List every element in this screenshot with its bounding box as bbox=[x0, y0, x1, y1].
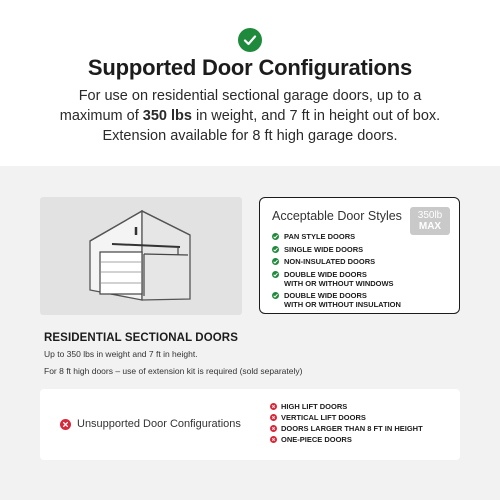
x-icon bbox=[270, 403, 277, 410]
x-icon bbox=[270, 425, 277, 432]
header-section bbox=[0, 0, 500, 166]
check-icon bbox=[272, 258, 279, 265]
list-item bbox=[270, 413, 455, 422]
x-icon bbox=[270, 414, 277, 421]
list-item-label: DOUBLE WIDE DOORS bbox=[284, 291, 367, 300]
garage-illustration bbox=[40, 197, 242, 315]
list-item bbox=[272, 270, 457, 288]
list-item-label: SINGLE WIDE DOORS bbox=[284, 244, 364, 254]
styles-card-title: Acceptable Door Styles bbox=[272, 209, 402, 223]
max-weight-badge bbox=[410, 207, 450, 235]
residential-title: RESIDENTIAL SECTIONAL DOORS bbox=[44, 332, 238, 344]
residential-desc-1: Up to 350 lbs in weight and 7 ft in height. bbox=[44, 349, 198, 359]
list-item-label: PAN STYLE DOORS bbox=[284, 232, 356, 241]
list-item-sublabel: WITH OR WITHOUT INSULATION bbox=[284, 300, 401, 309]
check-icon bbox=[272, 271, 279, 278]
page-title: Supported Door Configurations bbox=[87, 55, 413, 80]
list-item bbox=[270, 424, 455, 433]
unsupported-label: Unsupported Door Configurations bbox=[77, 418, 241, 430]
list-item-sublabel: WITH OR WITHOUT WINDOWS bbox=[284, 278, 394, 288]
list-item bbox=[270, 435, 455, 444]
unsupported-list bbox=[270, 402, 455, 446]
list-item bbox=[272, 232, 457, 241]
list-item bbox=[270, 402, 455, 411]
acceptable-door-styles-card bbox=[259, 197, 460, 314]
list-item-label: DOUBLE WIDE DOORS bbox=[284, 269, 367, 279]
list-item-label: HIGH LIFT DOORS bbox=[281, 402, 348, 411]
styles-list bbox=[272, 232, 457, 313]
list-item-label: DOORS LARGER THAN 8 FT IN HEIGHT bbox=[281, 424, 423, 433]
check-icon bbox=[272, 292, 279, 299]
list-item-label: ONE-PIECE DOORS bbox=[281, 435, 352, 444]
x-icon bbox=[270, 436, 277, 443]
list-item-label: NON-INSULATED DOORS bbox=[284, 257, 376, 266]
list-item bbox=[272, 291, 457, 309]
unsupported-card bbox=[40, 389, 460, 460]
check-icon bbox=[272, 246, 279, 253]
badge-max: MAX bbox=[418, 221, 442, 232]
check-icon bbox=[272, 233, 279, 240]
list-item-label: VERTICAL LIFT DOORS bbox=[281, 413, 366, 422]
badge-weight: 350lb bbox=[417, 210, 443, 221]
residential-desc-2: For 8 ft high doors – use of extension kit is required (sold separately) bbox=[44, 366, 303, 376]
check-circle-icon bbox=[238, 28, 262, 52]
list-item bbox=[272, 257, 457, 266]
x-circle-icon bbox=[60, 419, 71, 430]
list-item bbox=[272, 245, 457, 254]
page-subtitle: For use on residential sectional garage doors, up to a maximum of 350 lbs in weight, and 7 ft in height out of box. Extension available for 8 ft high garage doors. bbox=[59, 88, 441, 144]
